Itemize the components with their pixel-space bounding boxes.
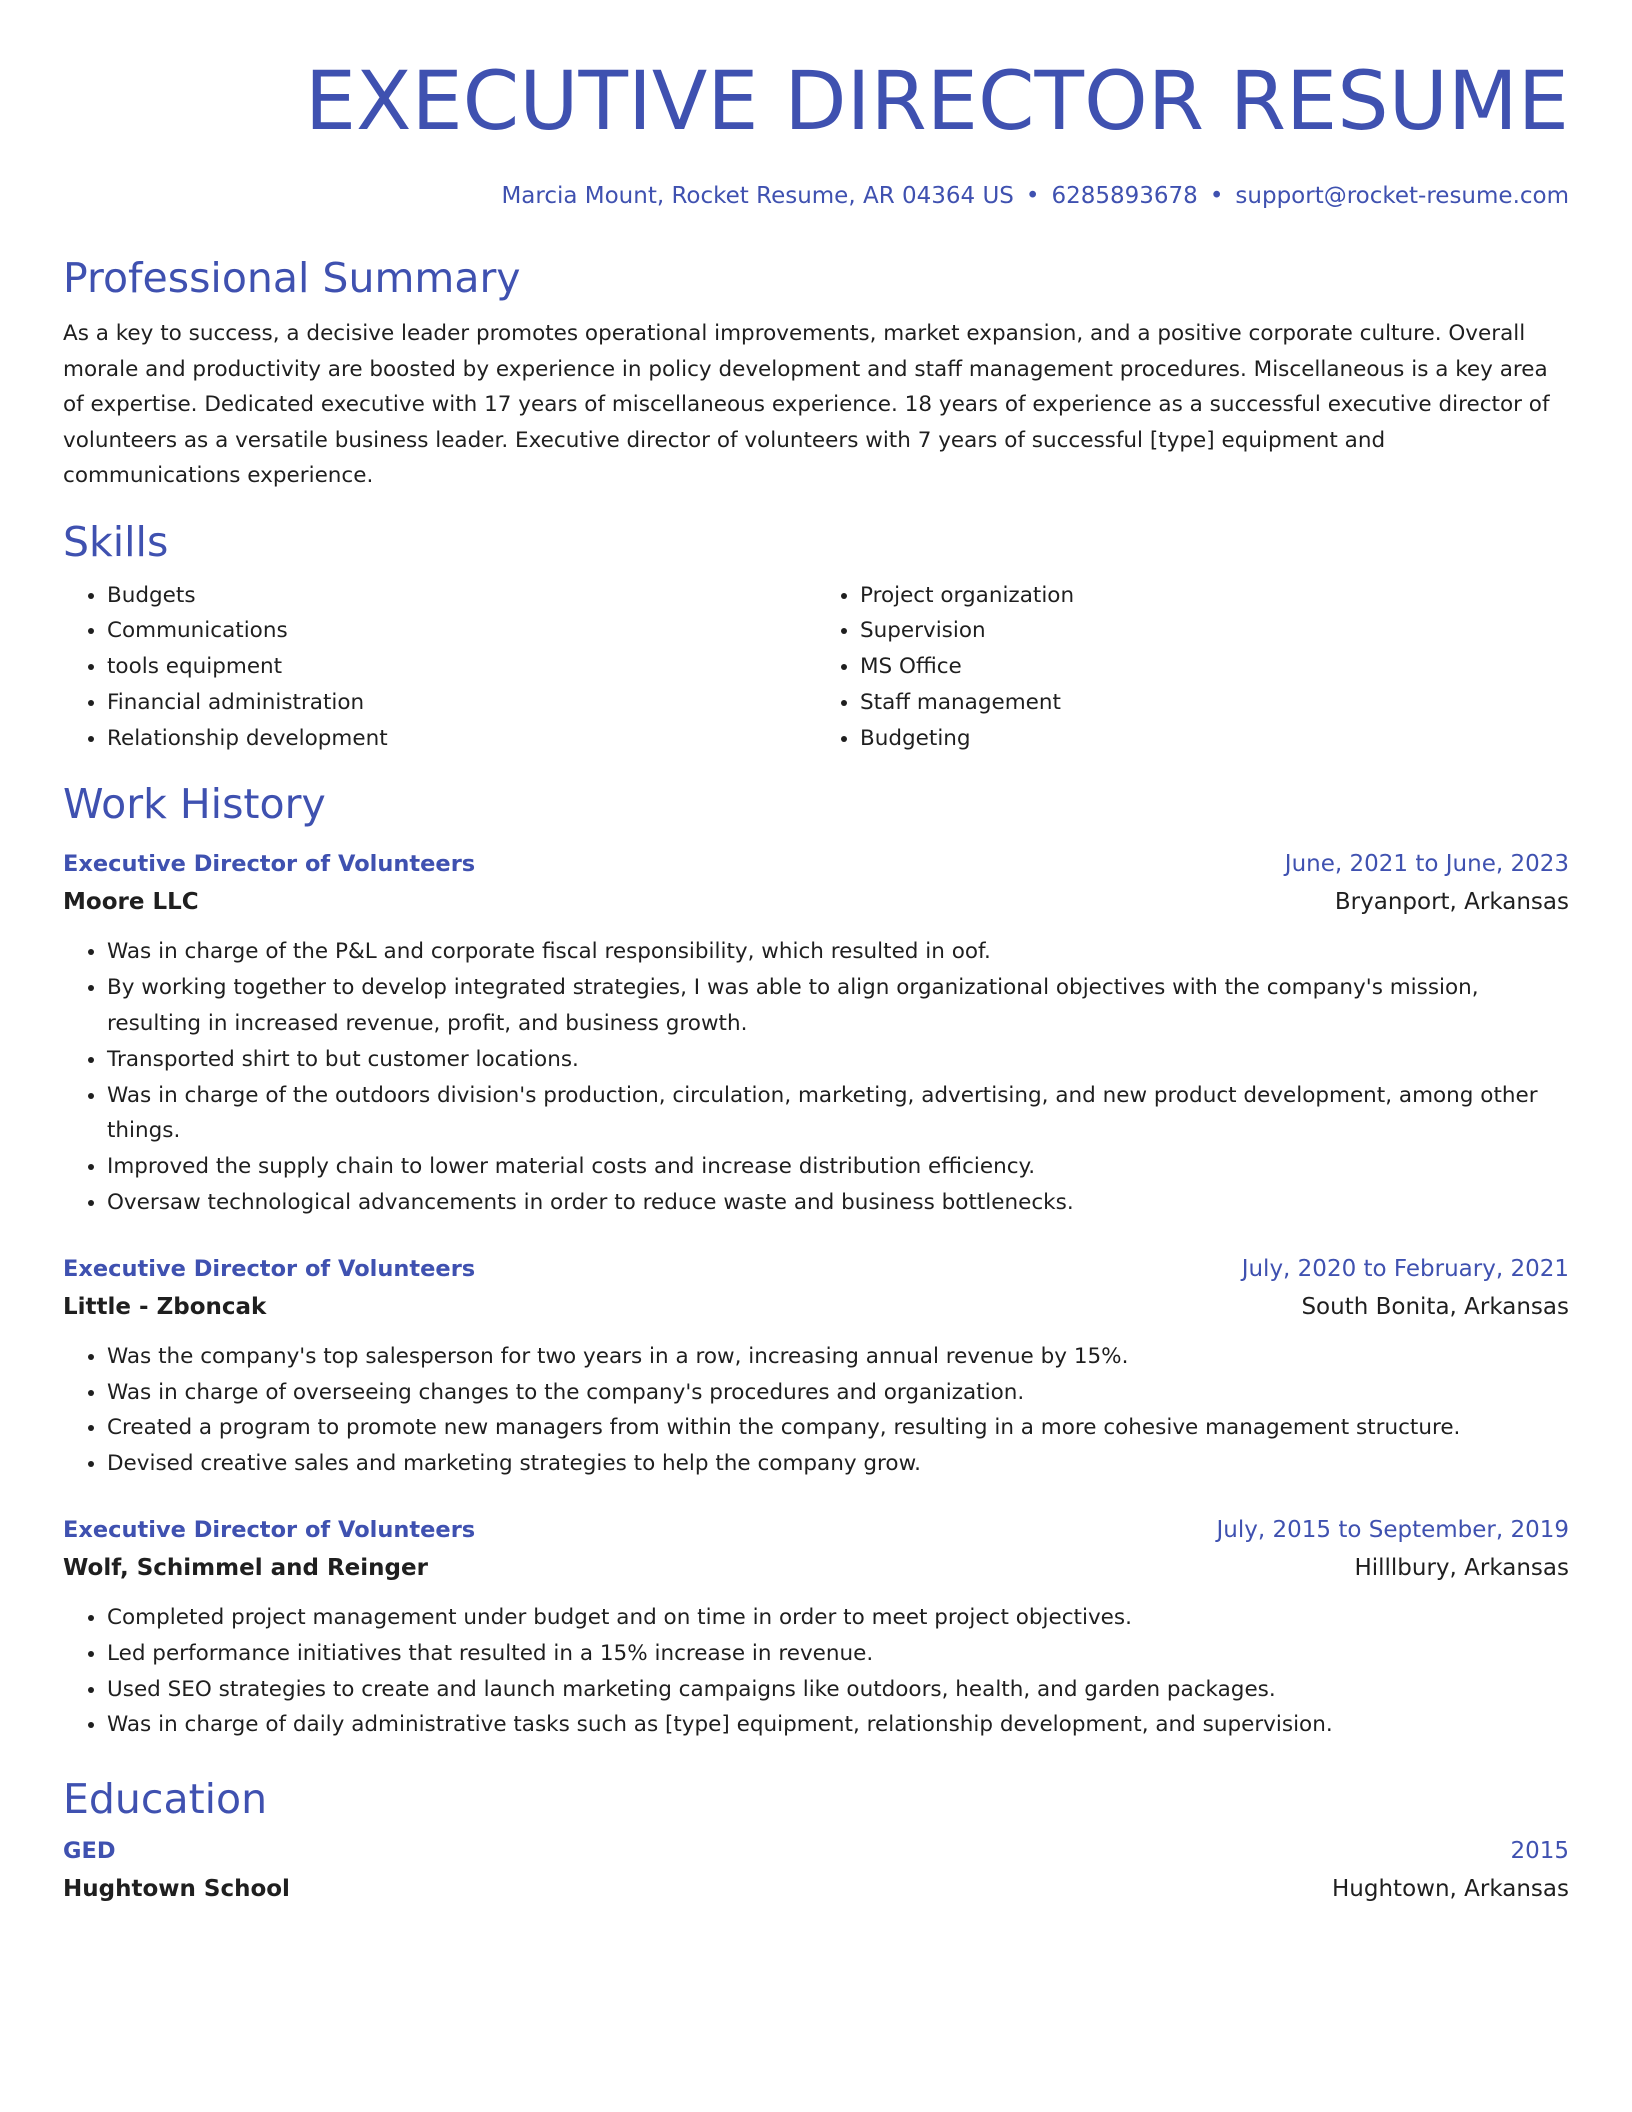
contact-address: Marcia Mount, Rocket Resume, AR 04364 US bbox=[501, 183, 1014, 209]
job-bullets bbox=[63, 1600, 1569, 1743]
job-dates: July, 2015 to September, 2019 bbox=[1216, 1517, 1569, 1544]
contact-line bbox=[63, 182, 1569, 210]
skill-item: • Budgeting bbox=[860, 721, 1569, 757]
contact-phone[interactable]: 6285893678 bbox=[1051, 183, 1198, 209]
job-bullet: • Transported shirt to but customer locations. bbox=[107, 1042, 1569, 1078]
school-location: Hughtown, Arkansas bbox=[1332, 1876, 1569, 1903]
resume-title: EXECUTIVE DIRECTOR RESUME bbox=[304, 55, 1569, 149]
degree: GED bbox=[63, 1838, 116, 1865]
job-bullet: • Improved the supply chain to lower material costs and increase distribution efficiency. bbox=[107, 1149, 1569, 1185]
job-location: Bryanport, Arkansas bbox=[1334, 889, 1569, 916]
job-bullet: • Was the company's top salesperson for two years in a row, increasing annual revenue by 15%. bbox=[107, 1339, 1569, 1375]
job-entry bbox=[63, 1512, 1569, 1743]
job-bullet: • Created a program to promote new managers from within the company, resulting in a more cohesive management structure. bbox=[107, 1410, 1569, 1446]
skill-item: • Supervision bbox=[860, 613, 1569, 649]
summary-heading: Professional Summary bbox=[63, 254, 521, 302]
job-bullets bbox=[63, 934, 1569, 1220]
job-entry bbox=[63, 846, 1569, 1220]
skill-item: • tools equipment bbox=[107, 649, 816, 685]
skill-item: • Budgets bbox=[107, 578, 816, 614]
job-title: Executive Director of Volunteers bbox=[63, 851, 476, 878]
skills-column-right bbox=[816, 578, 1569, 757]
job-dates: July, 2020 to February, 2021 bbox=[1241, 1255, 1569, 1282]
job-dates: June, 2021 to June, 2023 bbox=[1284, 851, 1569, 878]
job-bullet: • Was in charge of daily administrative tasks such as [type] equipment, relationship development, and supervision. bbox=[107, 1707, 1569, 1743]
skill-item: • Staff management bbox=[860, 685, 1569, 721]
job-bullet: • Devised creative sales and marketing strategies to help the company grow. bbox=[107, 1446, 1569, 1482]
job-title: Executive Director of Volunteers bbox=[63, 1517, 476, 1544]
job-title: Executive Director of Volunteers bbox=[63, 1255, 476, 1282]
job-bullet: • Led performance initiatives that resulted in a 15% increase in revenue. bbox=[107, 1636, 1569, 1672]
skill-item: • Project organization bbox=[860, 578, 1569, 614]
skill-item: • Financial administration bbox=[107, 685, 816, 721]
job-bullets bbox=[63, 1339, 1569, 1482]
education-entry bbox=[63, 1833, 1569, 1907]
bullet-separator: • bbox=[1025, 183, 1040, 209]
job-bullet: • Oversaw technological advancements in order to reduce waste and business bottlenecks. bbox=[107, 1185, 1569, 1221]
job-bullet: • Used SEO strategies to create and launch marketing campaigns like outdoors, health, and garden packages. bbox=[107, 1672, 1569, 1708]
job-bullet: • Completed project management under budget and on time in order to meet project objectives. bbox=[107, 1600, 1569, 1636]
job-bullet: • By working together to develop integrated strategies, I was able to align organizational objectives with the company's mission, resulting in increased revenue, profit, and business growth. bbox=[107, 970, 1569, 1042]
skills-heading: Skills bbox=[63, 517, 169, 566]
job-location: Hilllbury, Arkansas bbox=[1354, 1555, 1569, 1582]
contact-email[interactable]: support@rocket-resume.com bbox=[1235, 183, 1569, 209]
job-entry bbox=[63, 1251, 1569, 1482]
summary-text: As a key to success, a decisive leader promotes operational improvements, market expansion, and a positive corporate culture. Overall morale and productivity are boosted by experience in policy development and staff management procedures. Miscellaneous is a key area of expertise. Dedicated executive with 17 years of miscellaneous experience. 18 years of experience as a successful executive director of volunteers as a versatile business leader. Executive director of volunteers with 7 years of successful [type] equipment and communications experience. bbox=[63, 321, 1550, 488]
skill-item: • Relationship development bbox=[107, 721, 816, 757]
company-name: Wolf, Schimmel and Reinger bbox=[63, 1555, 428, 1582]
school-name: Hughtown School bbox=[63, 1876, 290, 1903]
skills-list bbox=[63, 578, 1569, 757]
company-name: Moore LLC bbox=[63, 889, 199, 916]
job-bullet: • Was in charge of overseeing changes to the company's procedures and organization. bbox=[107, 1375, 1569, 1411]
graduation-year: 2015 bbox=[1510, 1838, 1569, 1865]
skills-column-left bbox=[63, 578, 816, 757]
work-history-heading: Work History bbox=[63, 780, 326, 829]
job-bullet: • Was in charge of the P&L and corporate fiscal responsibility, which resulted in oof. bbox=[107, 934, 1569, 970]
skill-item: • MS Office bbox=[860, 649, 1569, 685]
job-location: South Bonita, Arkansas bbox=[1301, 1293, 1569, 1320]
bullet-separator: • bbox=[1209, 183, 1224, 209]
education-heading: Education bbox=[63, 1775, 268, 1824]
skill-item: • Communications bbox=[107, 613, 816, 649]
job-bullet: • Was in charge of the outdoors division's production, circulation, marketing, advertising, and new product development, among other things. bbox=[107, 1078, 1569, 1150]
company-name: Little - Zboncak bbox=[63, 1293, 267, 1320]
